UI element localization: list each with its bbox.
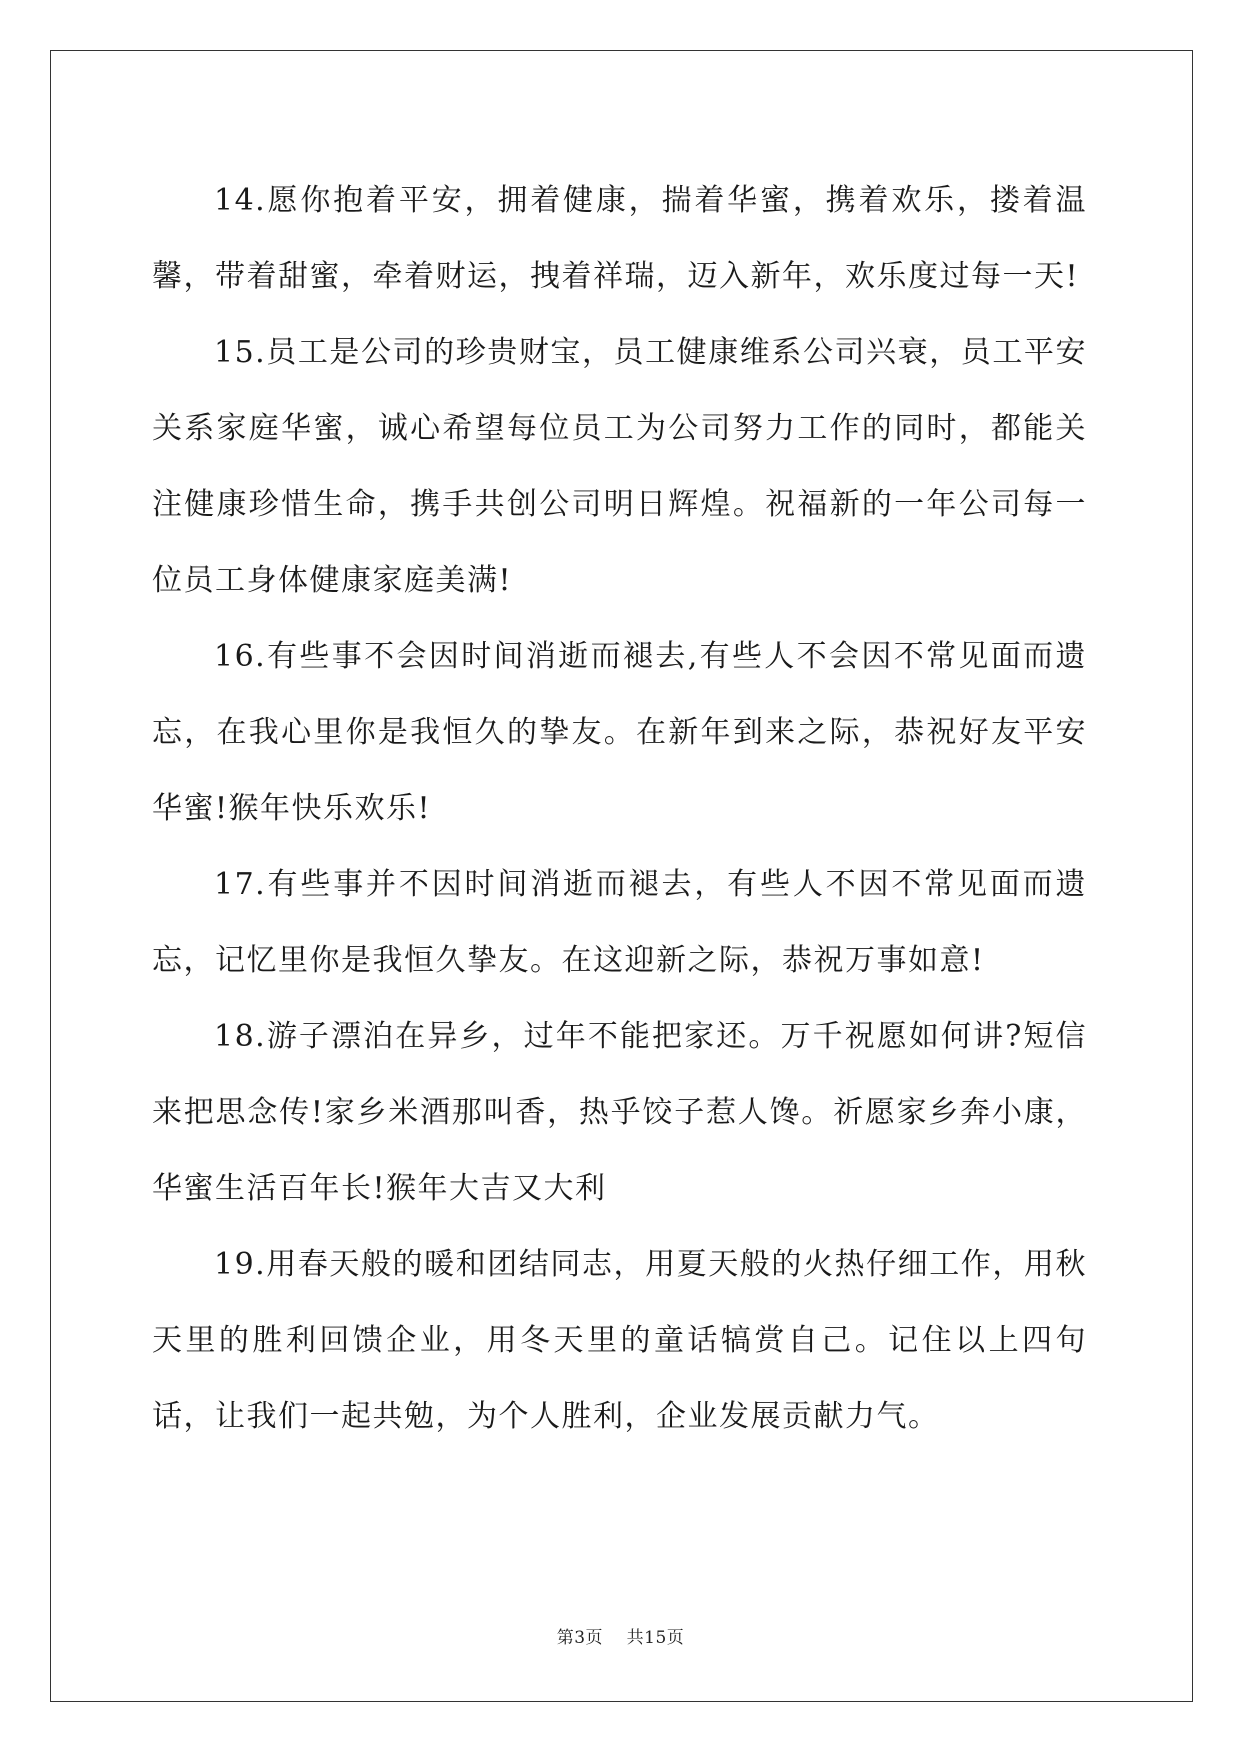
page-number: 第3页 — [556, 1628, 604, 1648]
paragraph-17: 17.有些事并不因时间消逝而褪去，有些人不因不常见面而遗忘，记忆里你是我恒久挚友。在这迎新之际，恭祝万事如意! — [152, 867, 1087, 978]
paragraph-18: 18.游子漂泊在异乡，过年不能把家还。万千祝愿如何讲?短信来把思念传!家乡米酒那叫香，热乎饺子惹人馋。祈愿家乡奔小康，华蜜生活百年长!猴年大吉又大利 — [152, 1019, 1087, 1206]
paragraph-16: 16.有些事不会因时间消逝而褪去,有些人不会因不常见面而遗忘，在我心里你是我恒久的挚友。在新年到来之际，恭祝好友平安华蜜!猴年快乐欢乐! — [152, 639, 1087, 826]
document-body — [152, 163, 1087, 1455]
page-footer — [0, 1623, 1241, 1648]
paragraph-15: 15.员工是公司的珍贵财宝，员工健康维系公司兴衰，员工平安关系家庭华蜜，诚心希望每位员工为公司努力工作的同时，都能关注健康珍惜生命，携手共创公司明日辉煌。祝福新的一年公司每一位员工身体健康家庭美满! — [152, 335, 1087, 598]
paragraph-14: 14.愿你抱着平安，拥着健康，揣着华蜜，携着欢乐，搂着温馨，带着甜蜜，牵着财运，拽着祥瑞，迈入新年，欢乐度过每一天! — [152, 183, 1087, 294]
page-total: 共15页 — [626, 1628, 685, 1648]
paragraph-19: 19.用春天般的暖和团结同志，用夏天般的火热仔细工作，用秋天里的胜利回馈企业，用冬天里的童话犒赏自己。记住以上四句话，让我们一起共勉，为个人胜利，企业发展贡献力气。 — [152, 1247, 1087, 1434]
